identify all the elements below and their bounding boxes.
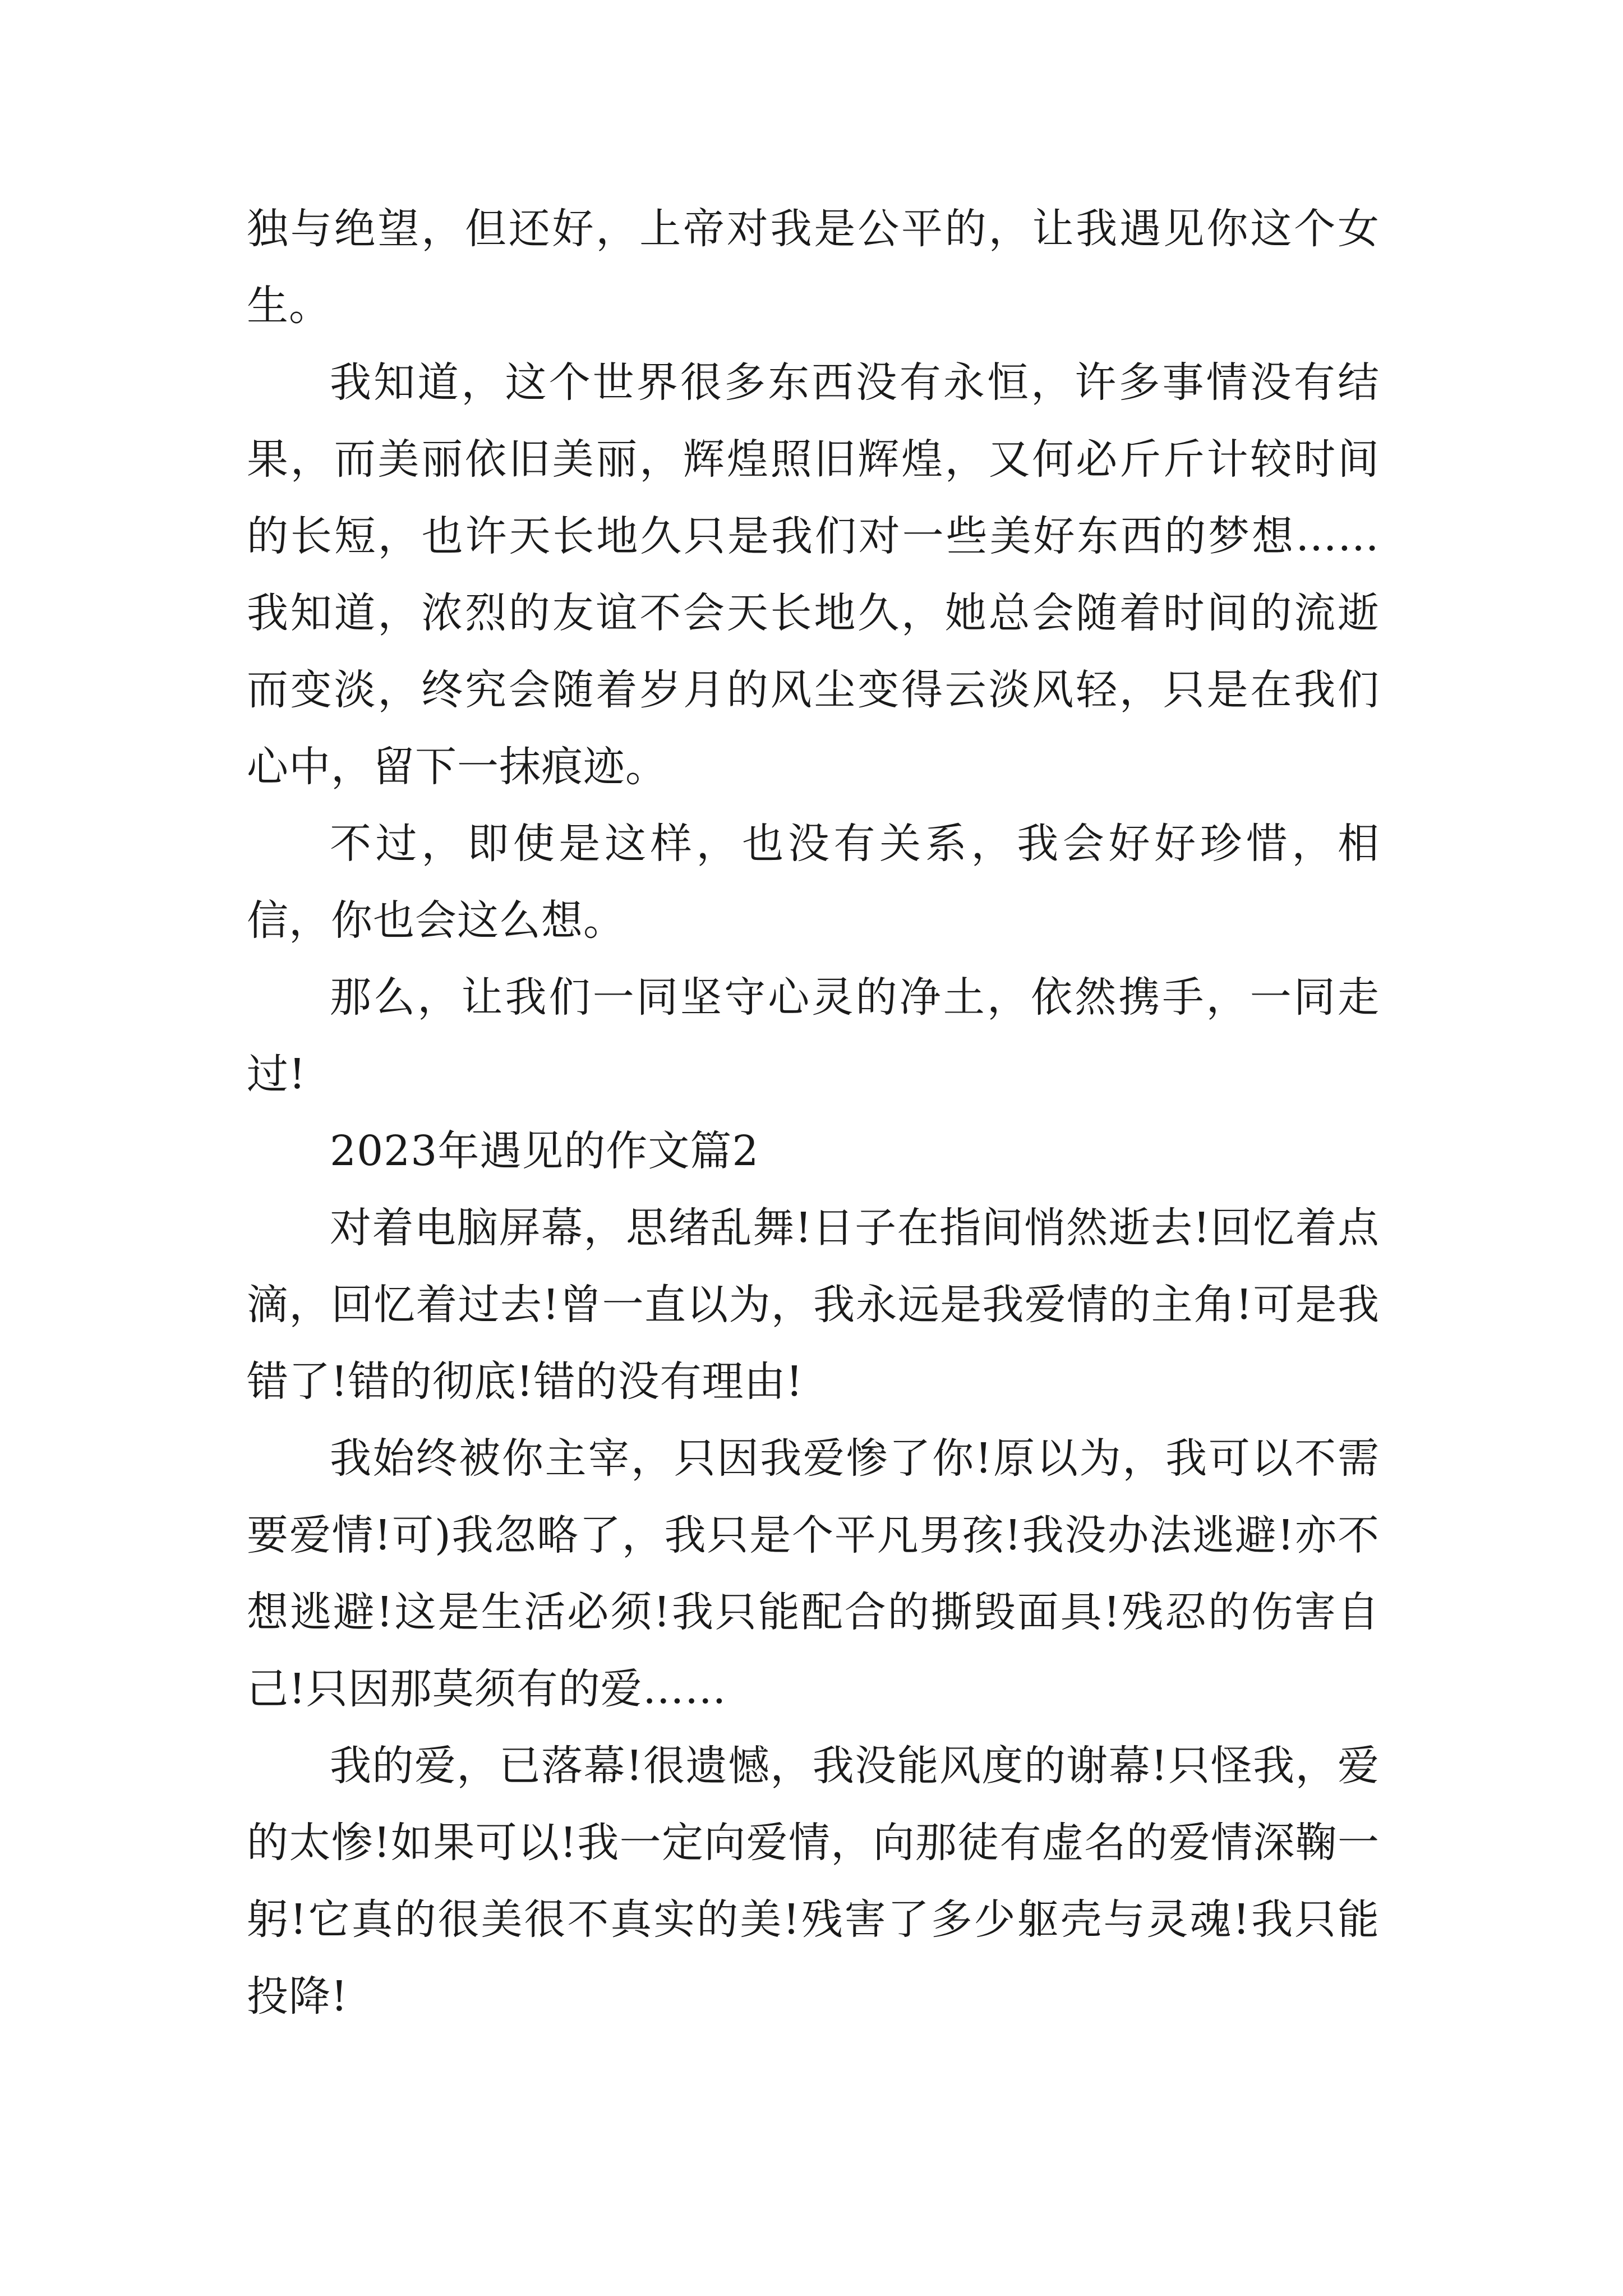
paragraph: 对着电脑屏幕，思绪乱舞!日子在指间悄然逝去!回忆着点滴，回忆着过去!曾一直以为，我永远是我爱情的主角!可是我错了!错的彻底!错的没有理由! (247, 1204, 1380, 1406)
paragraph: 我的爱，已落幕!很遗憾，我没能风度的谢幕!只怪我，爱的太惨!如果可以!我一定向爱情，向那徒有虚名的爱情深鞠一躬!它真的很美很不真实的美!残害了多少躯壳与灵魂!我只能投降! (247, 1742, 1380, 2021)
paragraph: 我知道，这个世界很多东西没有永恒，许多事情没有结果，而美丽依旧美丽，辉煌照旧辉煌，又何必斤斤计较时间的长短，也许天长地久只是我们对一些美好东西的梦想……我知道，浓烈的友谊不会天长地久，她总会随着时间的流逝而变淡，终究会随着岁月的风尘变得云淡风轻，只是在我们心中，留下一抹痕迹。 (247, 358, 1380, 791)
paragraph: 独与绝望，但还好，上帝对我是公平的，让我遇见你这个女生。 (247, 205, 1380, 330)
paragraph: 我始终被你主宰，只因我爱惨了你!原以为，我可以不需要爱情!可)我忽略了，我只是个平凡男孩!我没办法逃避!亦不想逃避!这是生活必须!我只能配合的撕毁面具!残忍的伤害自己!只因那莫须有的爱…… (247, 1434, 1380, 1713)
document-page (247, 191, 1380, 2035)
paragraph: 那么，让我们一同坚守心灵的净土，依然携手，一同走过! (247, 973, 1380, 1098)
section-heading: 2023年遇见的作文篇2 (330, 1127, 759, 1175)
paragraph: 不过，即使是这样，也没有关系，我会好好珍惜，相信，你也会这么想。 (247, 820, 1380, 945)
